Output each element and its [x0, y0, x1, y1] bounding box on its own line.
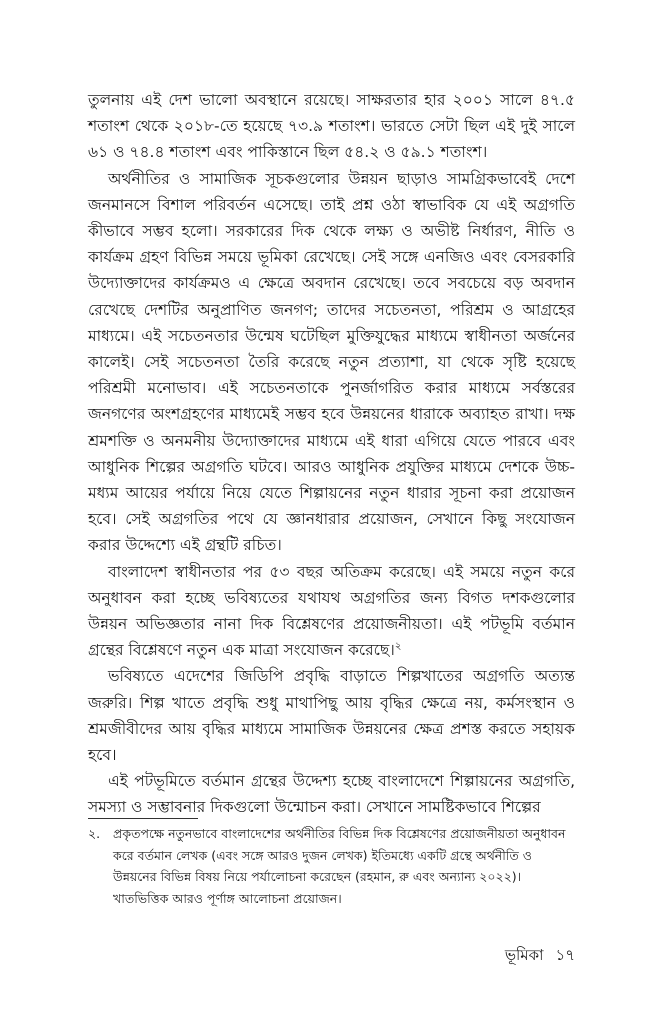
page-number: ১৭ [555, 946, 575, 964]
footnote-number: ২. [88, 826, 101, 841]
running-footer [505, 944, 575, 969]
footnote-item [88, 823, 575, 909]
paragraph-5: এই পটভূমিতে বর্তমান গ্রন্থের উদ্দেশ্য হচ্ছে বাংলাদেশে শিল্পায়নের অগ্রগতি, সমস্যা ও সম্ভাবনার দিকগুলো উন্মোচন করা। সেখানে সামষ্টিকভাবে শিল্পের [88, 772, 575, 817]
footnotes [88, 823, 575, 909]
footnote-divider [88, 818, 198, 819]
footnote-reference: ২ [394, 641, 402, 653]
paragraph-2: অর্থনীতির ও সামাজিক সূচকগুলোর উন্নয়ন ছাড়াও সামগ্রিকভাবেই দেশে জনমানসে বিশাল পরিবর্তন এসেছে। তাই প্রশ্ন ওঠা স্বাভাবিক যে এই অগ্রগতি কীভাবে সম্ভব হলো। সরকারের দিক থেকে লক্ষ্য ও অভীষ্ট নির্ধারণ, নীতি ও কার্যক্রম গ্রহণ বিভিন্ন সময়ে ভূমিকা রেখেছে। সেই সঙ্গে এনজিও এবং বেসরকারি উদ্যোক্তাদের কার্যক্রমও এ ক্ষেত্রে অবদান রেখেছে। তবে সবচেয়ে বড় অবদান রেখেছে দেশটির অনুপ্রাণিত জনগণ; তাদের সচেতনতা, পরিশ্রম ও আগ্রহের মাধ্যমে। এই সচেতনতার উন্মেষ ঘটেছিল মুক্তিযুদ্ধের মাধ্যমে স্বাধীনতা অর্জনের কালেই। সেই সচেতনতা তৈরি করেছে নতুন প্রত্যাশা, যা থেকে সৃষ্টি হয়েছে পরিশ্রমী মনোভাব। এই সচেতনতাকে পুনর্জাগরিত করার মাধ্যমে সর্বস্তরের জনগণের অংশগ্রহণের মাধ্যমেই সম্ভব হবে উন্নয়নের ধারাকে অব্যাহত রাখা। দক্ষ শ্রমশক্তি ও অনমনীয় উদ্যোক্তাদের মাধ্যমে এই ধারা এগিয়ে যেতে পারবে এবং আধুনিক শিল্পের অগ্রগতি ঘটবে। আরও আধুনিক প্রযুক্তির মাধ্যমে দেশকে উচ্চ-মধ্যম আয়ের পর্যায়ে নিয়ে যেতে শিল্পায়নের নতুন ধারার সূচনা করা প্রয়োজন হবে। সেই অগ্রগতির পথে যে জ্ঞানধারার প্রয়োজন, সেখানে কিছু সংযোজন করার উদ্দেশ্যে এই গ্রন্থটি রচিত। [88, 169, 575, 555]
body-text [88, 87, 575, 821]
paragraph-4: ভবিষ্যতে এদেশের জিডিপি প্রবৃদ্ধি বাড়াতে শিল্পখাতের অগ্রগতি অত্যন্ত জরুরি। শিল্প খাতে প্রবৃদ্ধি শুধু মাথাপিছু আয় বৃদ্ধির ক্ষেত্রে নয়, কর্মসংস্থান ও শ্রমজীবীদের আয় বৃদ্ধির মাধ্যমে সামাজিক উন্নয়নের ক্ষেত্র প্রশস্ত করতে সহায়ক হবে। [88, 667, 575, 765]
paragraph-1: তুলনায় এই দেশ ভালো অবস্থানে রয়েছে। সাক্ষরতার হার ২০০১ সালে ৪৭.৫ শতাংশ থেকে ২০১৮-তে হয়েছে ৭৩.৯ শতাংশ। ভারতে সেটা ছিল এই দুই সালে ৬১ ও ৭৪.৪ শতাংশ এবং পাকিস্তানে ছিল ৫৪.২ ও ৫৯.১ শতাংশ। [88, 91, 575, 162]
paragraph-3: বাংলাদেশ স্বাধীনতার পর ৫৩ বছর অতিক্রম করেছে। এই সময়ে নতুন করে অনুধাবন করা হচ্ছে ভবিষ্যতের যথাযথ অগ্রগতির জন্য বিগত দশকগুলোর উন্নয়ন অভিজ্ঞতার নানা দিক বিশ্লেষণের প্রয়োজনীয়তা। এই পটভূমি বর্তমান গ্রন্থের বিশ্লেষণে নতুন এক মাত্রা সংযোজন করেছে।$^২$ [88, 562, 575, 660]
footnote-text: প্রকৃতপক্ষে নতুনভাবে বাংলাদেশের অর্থনীতির বিভিন্ন দিক বিশ্লেষণের প্রয়োজনীয়তা অনুধাবন করে বর্তমান লেখক (এবং সঙ্গে আরও দুজন লেখক) ইতিমধ্যে একটি গ্রন্থে অর্থনীতি ও উন্নয়নের বিভিন্ন বিষয় নিয়ে পর্যালোচনা করেছেন (রহমান, রু এবং অন্যান্য ২০২২)। খাতভিত্তিক আরও পূর্ণাঙ্গ আলোচনা প্রয়োজন। [113, 826, 566, 906]
section-title: ভূমিকা [504, 946, 544, 964]
